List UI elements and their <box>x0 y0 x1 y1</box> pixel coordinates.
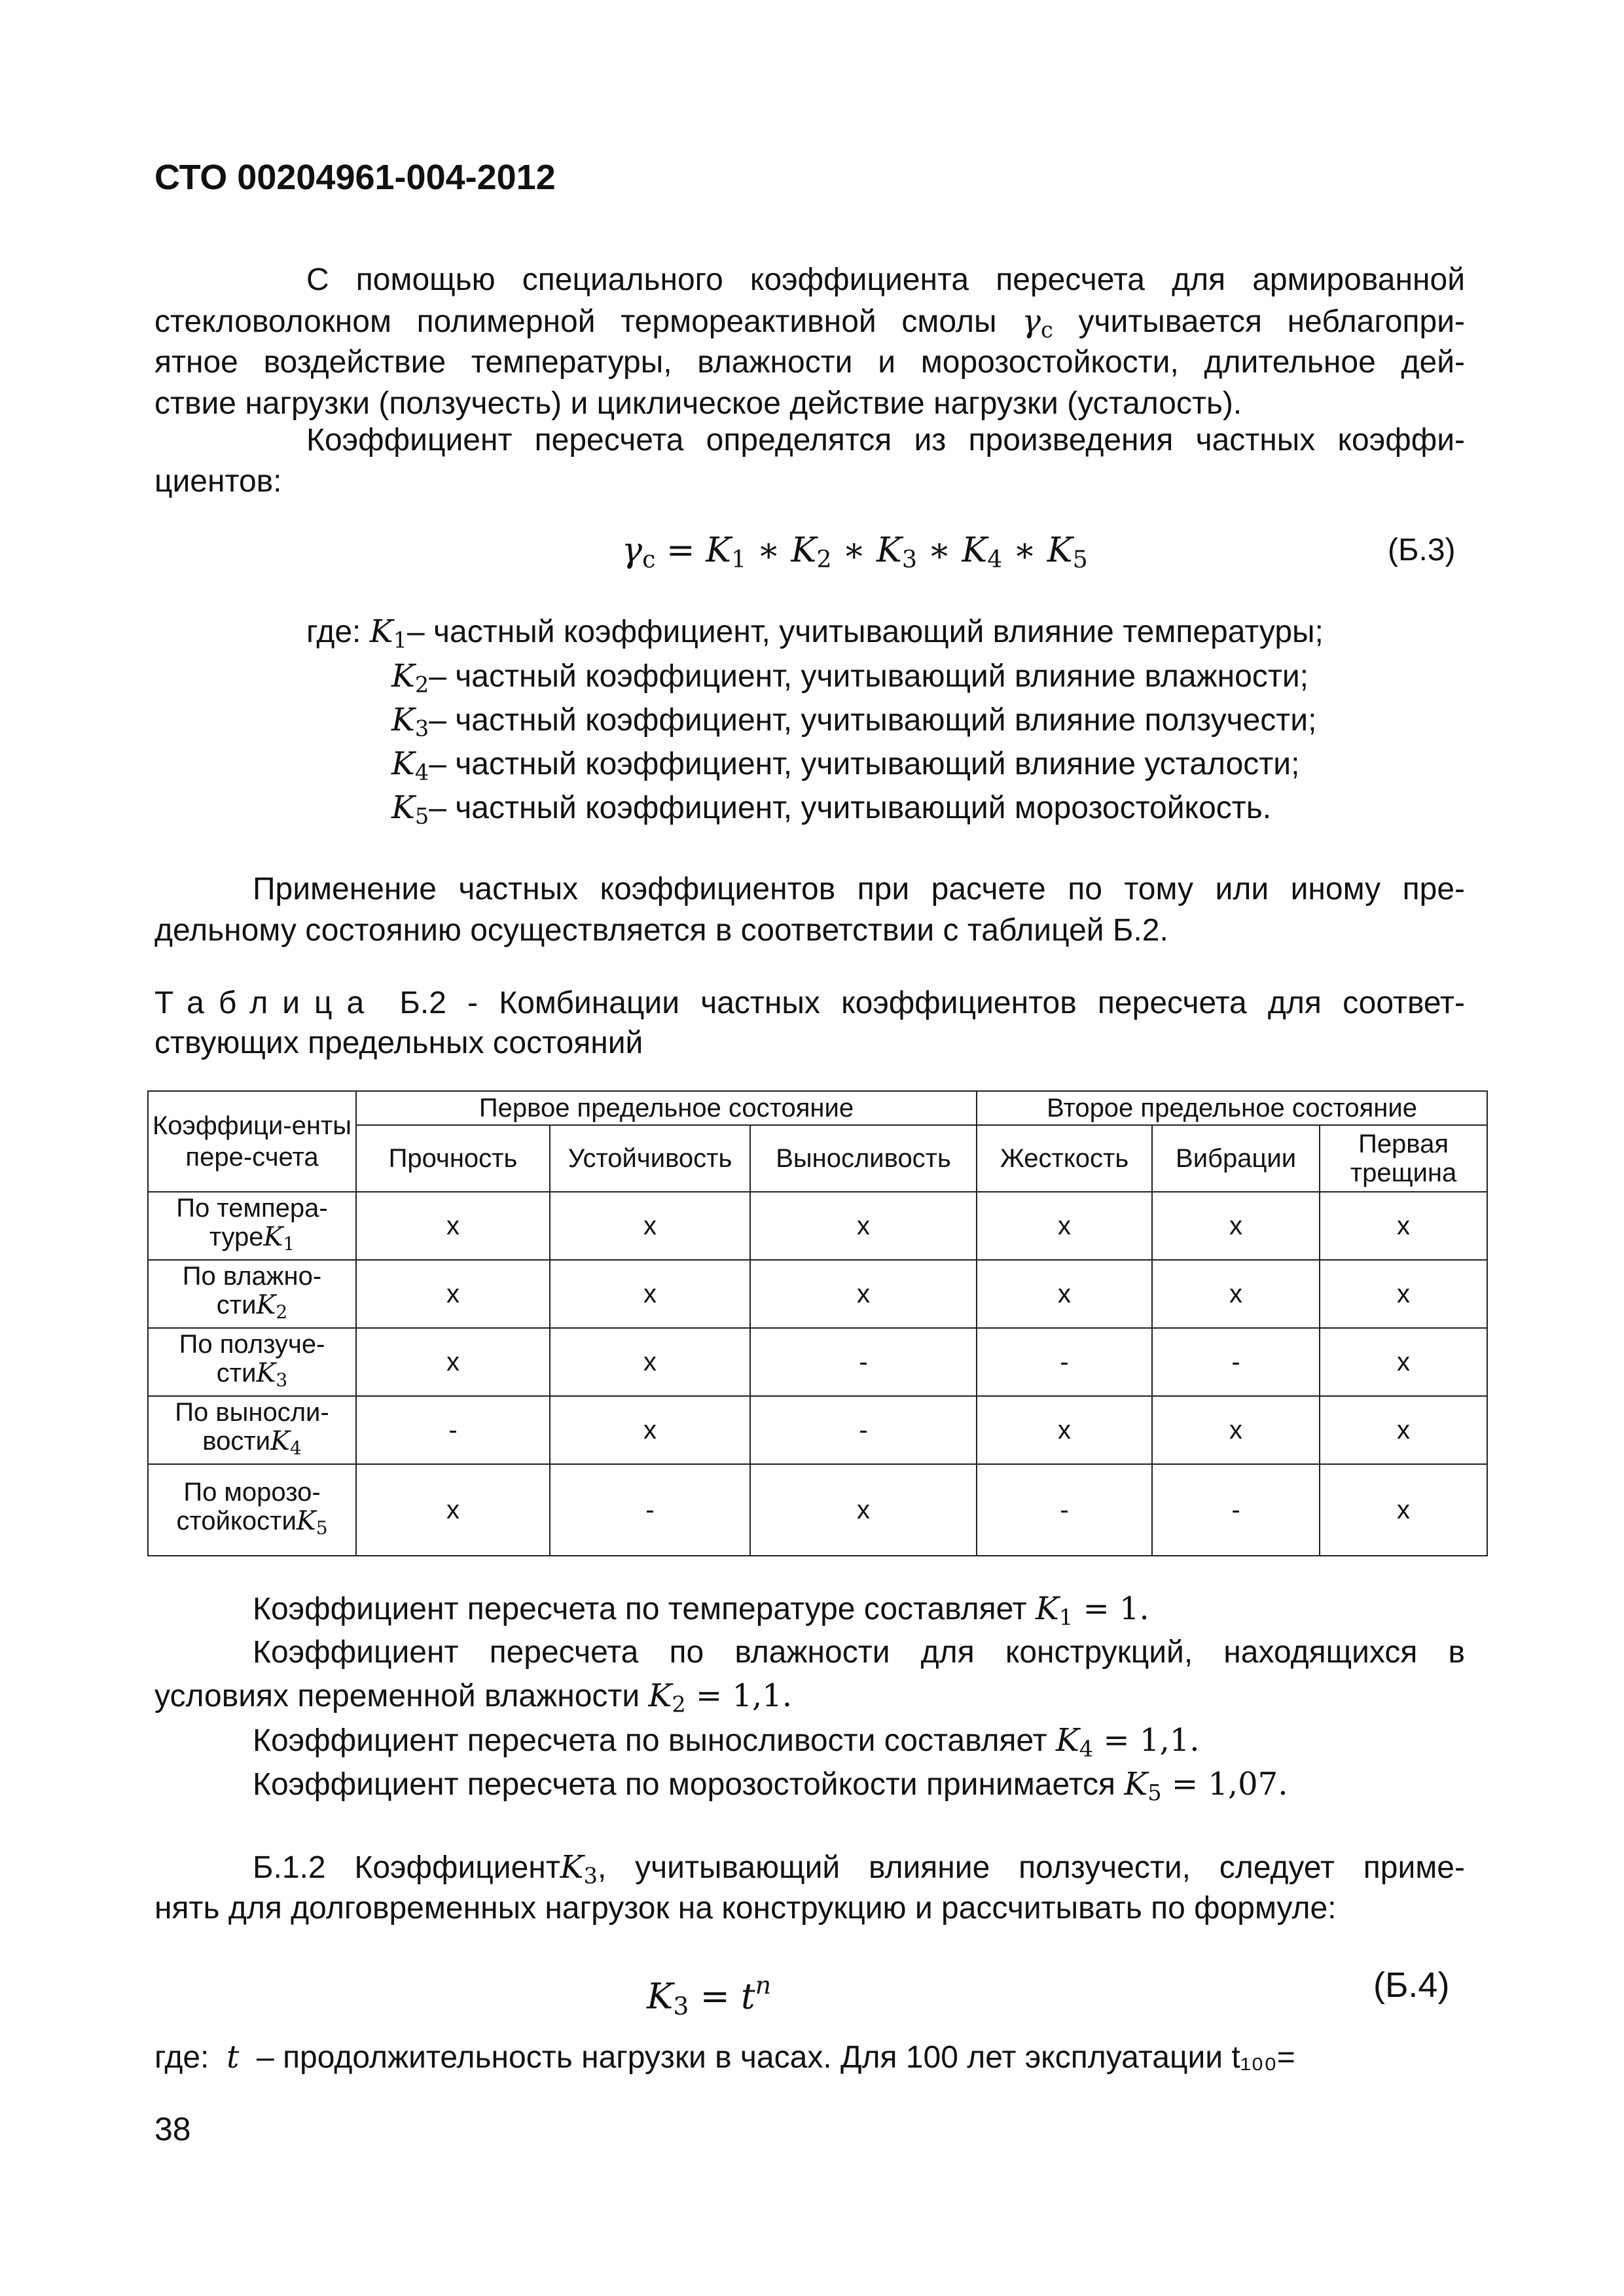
row-label: По морозо-стойкостиK$_5$ <box>148 1464 356 1556</box>
para2-line1: Коэффициент пересчета определятся из произведения частных коэффи- <box>306 423 1465 457</box>
table-header-first-limit-state: Первое предельное состояние <box>356 1091 977 1125</box>
table-caption-line2: ствующих предельных состояний <box>154 1026 643 1060</box>
table-row <box>148 1396 1487 1464</box>
table-cell: x <box>1320 1396 1487 1464</box>
where-k3: $K_3-$ частный коэффициент, учитывающий влияние ползучести; <box>391 702 1317 742</box>
value-k1: Коэффициент пересчета по температуре составляет $K_1 = 1$. <box>253 1590 1149 1630</box>
table-caption-line1: Таблица Б.2 - Комбинации частных коэффициентов пересчета для соответ- <box>154 986 1465 1020</box>
table-cell: x <box>550 1396 750 1464</box>
row-label: По ползуче-стиK$_3$ <box>148 1328 356 1396</box>
table-cell: x <box>550 1192 750 1260</box>
table-row <box>148 1464 1487 1556</box>
table-cell: x <box>977 1260 1152 1328</box>
table-cell: - <box>1152 1464 1320 1556</box>
table-cell: - <box>977 1464 1152 1556</box>
section-b12-line1: Б.1.2 КоэффициентK$_3$, учитывающий влияние ползучести, следует приме- <box>253 1849 1465 1889</box>
table-subheader-stiffness: Жесткость <box>977 1125 1152 1192</box>
table-b2 <box>147 1090 1488 1556</box>
table-cell: x <box>977 1396 1152 1464</box>
table-row <box>148 1260 1487 1328</box>
table-cell: x <box>356 1328 550 1396</box>
table-cell: x <box>750 1464 977 1556</box>
table-cell: x <box>356 1464 550 1556</box>
table-row <box>148 1328 1487 1396</box>
equation-b3: $\gamma_c = K_1$ ∗ $K_2$ ∗ $K_3$ ∗ $K_4$ ∗ $K_5$ <box>622 531 1088 574</box>
table-cell: x <box>1320 1464 1487 1556</box>
equation-b4-number: (Б.4) <box>1373 1965 1450 2005</box>
para2-line2: циентов: <box>154 464 282 499</box>
para1-line4: ствие нагрузки (ползучесть) и циклическое действие нагрузки (усталость). <box>154 386 1242 421</box>
para1-line3: ятное воздействие температуры, влажности и морозостойкости, длительное дей- <box>154 345 1465 380</box>
table-subheader-stability: Устойчивость <box>550 1125 750 1192</box>
equation-b3-number: (Б.3) <box>1388 533 1456 567</box>
table-subheader-strength: Прочность <box>356 1125 550 1192</box>
table-cell: - <box>977 1328 1152 1396</box>
table-cell: x <box>750 1192 977 1260</box>
para3-line2: дельному состоянию осуществляется в соответствии с таблицей Б.2. <box>154 913 1168 948</box>
value-k2-line1: Коэффициент пересчета по влажности для конструкций, находящихся в <box>253 1635 1465 1670</box>
where-k2: $K_2-$ частный коэффициент, учитывающий влияние влажности; <box>391 658 1308 698</box>
table-subheader-vibration: Вибрации <box>1152 1125 1320 1192</box>
row-label: По выносли-востиK$_4$ <box>148 1396 356 1464</box>
value-k4: Коэффициент пересчета по выносливости составляет $K_4 = 1,1$. <box>253 1722 1200 1762</box>
table-cell: x <box>750 1260 977 1328</box>
para3-line1: Применение частных коэффициентов при расчете по тому или иному пре- <box>253 872 1465 906</box>
para1-line2: стекловолокном полимерной термореактивной смолы $\gamma_c$ учитывается неблагопри- <box>154 303 1465 343</box>
where-k4: $K_4-$ частный коэффициент, учитывающий влияние усталости; <box>391 745 1300 785</box>
value-k2-line2: условиях переменной влажности $K_2 = 1,1$. <box>154 1677 793 1717</box>
table-cell: - <box>550 1464 750 1556</box>
table-cell: x <box>1152 1192 1320 1260</box>
table-header-second-limit-state: Второе предельное состояние <box>977 1091 1487 1125</box>
table-cell: - <box>1152 1328 1320 1396</box>
row-label: По влажно-стиK$_2$ <box>148 1260 356 1328</box>
table-cell: - <box>750 1396 977 1464</box>
where-t: где: t – продолжительность нагрузки в часах. Для 100 лет эксплуатации t₁₀₀= <box>154 2039 1295 2075</box>
table-cell: x <box>1152 1260 1320 1328</box>
value-k5: Коэффициент пересчета по морозостойкости принимается $K_5 = 1,07$. <box>253 1766 1288 1806</box>
table-cell: x <box>977 1192 1152 1260</box>
para1-line1: С помощью специального коэффициента пересчета для армированной <box>306 262 1465 297</box>
table-cell: x <box>1320 1328 1487 1396</box>
row-label: По темпера-туреK$_1$ <box>148 1192 356 1260</box>
where-k1: где: $K_1-$ частный коэффициент, учитывающий влияние температуры; <box>306 613 1324 653</box>
table-cell: x <box>356 1260 550 1328</box>
page-number: 38 <box>154 2111 191 2147</box>
table-cell: x <box>550 1260 750 1328</box>
document-code: СТО 00204961-004-2012 <box>154 158 556 197</box>
section-b12-line2: нять для долговременных нагрузок на конструкцию и рассчитывать по формуле: <box>154 1891 1337 1926</box>
table-cell: x <box>550 1328 750 1396</box>
table-cell: - <box>750 1328 977 1396</box>
table-header-coefficients: Коэффици-енты пере-счета <box>148 1091 356 1192</box>
table-row <box>148 1192 1487 1260</box>
table-cell: x <box>356 1192 550 1260</box>
table-cell: x <box>1152 1396 1320 1464</box>
where-k5: $K_5-$ частный коэффициент, учитывающий морозостойкость. <box>391 789 1272 829</box>
table-cell: x <box>1320 1192 1487 1260</box>
table-subheader-first-crack: Первая трещина <box>1320 1125 1487 1192</box>
table-cell: x <box>1320 1260 1487 1328</box>
equation-b4: $K_3 = t^n$ <box>647 1971 772 2021</box>
table-cell: - <box>356 1396 550 1464</box>
table-subheader-endurance: Выносливость <box>750 1125 977 1192</box>
